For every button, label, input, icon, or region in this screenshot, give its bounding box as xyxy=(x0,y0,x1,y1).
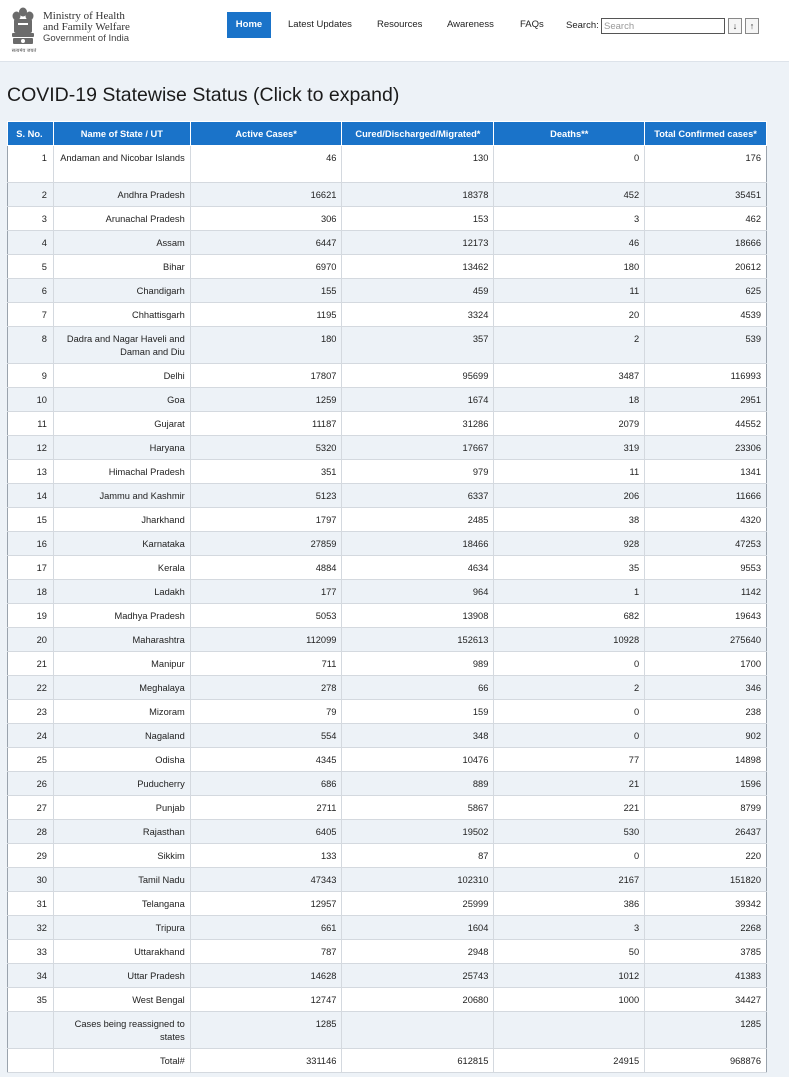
cell-deaths: 2 xyxy=(494,327,645,364)
cell-state: Bihar xyxy=(53,255,190,279)
nav-latest-updates[interactable]: Latest Updates xyxy=(288,19,352,30)
cell-cured: 130 xyxy=(342,146,494,183)
cell-state: Kerala xyxy=(53,556,190,580)
cell-cured: 889 xyxy=(342,772,494,796)
cell-total: 1341 xyxy=(645,460,767,484)
table-row[interactable] xyxy=(8,772,767,796)
cell-sno: 2 xyxy=(8,183,54,207)
cell-total: 968876 xyxy=(645,1049,767,1073)
cell-sno xyxy=(8,1012,54,1049)
cell-total: 18666 xyxy=(645,231,767,255)
cell-cured: 1674 xyxy=(342,388,494,412)
table-row[interactable] xyxy=(8,231,767,255)
cell-state: Tamil Nadu xyxy=(53,868,190,892)
cell-active: 331146 xyxy=(190,1049,342,1073)
cell-sno: 14 xyxy=(8,484,54,508)
table-row[interactable] xyxy=(8,748,767,772)
table-row[interactable] xyxy=(8,940,767,964)
column-header-deaths[interactable]: Deaths** xyxy=(494,122,645,146)
cell-deaths: 206 xyxy=(494,484,645,508)
cell-deaths: 530 xyxy=(494,820,645,844)
cell-active: 5123 xyxy=(190,484,342,508)
cell-active: 133 xyxy=(190,844,342,868)
cell-state: Assam xyxy=(53,231,190,255)
cell-sno: 10 xyxy=(8,388,54,412)
cell-active: 14628 xyxy=(190,964,342,988)
cell-state: Madhya Pradesh xyxy=(53,604,190,628)
cell-sno: 23 xyxy=(8,700,54,724)
cell-cured: 964 xyxy=(342,580,494,604)
ministry-line-2: and Family Welfare xyxy=(43,21,130,33)
cell-cured: 31286 xyxy=(342,412,494,436)
table-row[interactable] xyxy=(8,580,767,604)
cell-total: 19643 xyxy=(645,604,767,628)
table-row[interactable] xyxy=(8,508,767,532)
cell-total: 34427 xyxy=(645,988,767,1012)
cell-total: 625 xyxy=(645,279,767,303)
cell-total: 39342 xyxy=(645,892,767,916)
cell-active: 5053 xyxy=(190,604,342,628)
table-row[interactable] xyxy=(8,1049,767,1073)
cell-total: 238 xyxy=(645,700,767,724)
cell-active: 177 xyxy=(190,580,342,604)
cell-sno: 24 xyxy=(8,724,54,748)
cell-sno: 29 xyxy=(8,844,54,868)
table-row[interactable] xyxy=(8,327,767,364)
cell-sno: 6 xyxy=(8,279,54,303)
cell-sno: 22 xyxy=(8,676,54,700)
cell-cured: 25999 xyxy=(342,892,494,916)
cell-state: Karnataka xyxy=(53,532,190,556)
column-header-active[interactable]: Active Cases* xyxy=(190,122,342,146)
cell-cured: 6337 xyxy=(342,484,494,508)
cell-deaths: 0 xyxy=(494,146,645,183)
cell-active: 6405 xyxy=(190,820,342,844)
cell-active: 12957 xyxy=(190,892,342,916)
cell-total: 9553 xyxy=(645,556,767,580)
search-prev-button[interactable]: ↑ xyxy=(745,18,759,34)
cell-total: 44552 xyxy=(645,412,767,436)
cell-state: Jharkhand xyxy=(53,508,190,532)
table-row[interactable] xyxy=(8,460,767,484)
cell-state: West Bengal xyxy=(53,988,190,1012)
cell-sno: 27 xyxy=(8,796,54,820)
cell-active: 17807 xyxy=(190,364,342,388)
cell-active: 47343 xyxy=(190,868,342,892)
cell-deaths: 180 xyxy=(494,255,645,279)
nav-home[interactable]: Home xyxy=(227,12,271,38)
nav-faqs[interactable]: FAQs xyxy=(520,19,544,30)
cell-cured: 13908 xyxy=(342,604,494,628)
cell-total: 20612 xyxy=(645,255,767,279)
cell-total: 23306 xyxy=(645,436,767,460)
cell-cured: 95699 xyxy=(342,364,494,388)
cell-total: 41383 xyxy=(645,964,767,988)
emblem-caption: सत्यमेव जयते xyxy=(11,48,37,54)
table-row[interactable] xyxy=(8,436,767,460)
cell-cured: 12173 xyxy=(342,231,494,255)
search-input[interactable] xyxy=(601,18,725,34)
cell-total: 11666 xyxy=(645,484,767,508)
cell-state: Total# xyxy=(53,1049,190,1073)
table-row[interactable] xyxy=(8,724,767,748)
cell-deaths: 1012 xyxy=(494,964,645,988)
cell-deaths: 0 xyxy=(494,700,645,724)
cell-sno: 11 xyxy=(8,412,54,436)
cell-cured: 4634 xyxy=(342,556,494,580)
cell-total: 2951 xyxy=(645,388,767,412)
cell-deaths: 928 xyxy=(494,532,645,556)
cell-active: 278 xyxy=(190,676,342,700)
cell-cured: 87 xyxy=(342,844,494,868)
cell-total: 1700 xyxy=(645,652,767,676)
cell-sno: 21 xyxy=(8,652,54,676)
cell-cured: 152613 xyxy=(342,628,494,652)
cell-state: Ladakh xyxy=(53,580,190,604)
cell-total: 462 xyxy=(645,207,767,231)
cell-active: 787 xyxy=(190,940,342,964)
cell-total: 539 xyxy=(645,327,767,364)
cell-total: 176 xyxy=(645,146,767,183)
table-row[interactable] xyxy=(8,388,767,412)
cell-deaths: 20 xyxy=(494,303,645,327)
cell-sno: 15 xyxy=(8,508,54,532)
cell-total: 2268 xyxy=(645,916,767,940)
cell-active: 4884 xyxy=(190,556,342,580)
table-row[interactable] xyxy=(8,303,767,327)
cell-sno: 1 xyxy=(8,146,54,183)
cell-deaths: 2 xyxy=(494,676,645,700)
cell-deaths: 11 xyxy=(494,460,645,484)
cell-state: Odisha xyxy=(53,748,190,772)
cell-cured: 2948 xyxy=(342,940,494,964)
table-row[interactable] xyxy=(8,484,767,508)
column-header-total[interactable]: Total Confirmed cases* xyxy=(645,122,767,146)
cell-cured: 1604 xyxy=(342,916,494,940)
cell-sno: 34 xyxy=(8,964,54,988)
cell-sno: 28 xyxy=(8,820,54,844)
cell-cured: 102310 xyxy=(342,868,494,892)
table-row[interactable] xyxy=(8,532,767,556)
cell-deaths: 319 xyxy=(494,436,645,460)
cell-active: 11187 xyxy=(190,412,342,436)
ministry-line-1: Ministry of Health xyxy=(43,10,125,22)
cell-total: 1596 xyxy=(645,772,767,796)
cell-active: 79 xyxy=(190,700,342,724)
cell-state: Gujarat xyxy=(53,412,190,436)
cell-deaths: 3487 xyxy=(494,364,645,388)
cell-total: 4320 xyxy=(645,508,767,532)
cell-state: Haryana xyxy=(53,436,190,460)
cell-total: 275640 xyxy=(645,628,767,652)
table-row[interactable] xyxy=(8,364,767,388)
cell-cured: 66 xyxy=(342,676,494,700)
cell-active: 306 xyxy=(190,207,342,231)
table-row[interactable] xyxy=(8,796,767,820)
table-row[interactable] xyxy=(8,1012,767,1049)
cell-cured: 989 xyxy=(342,652,494,676)
nav-resources[interactable]: Resources xyxy=(377,19,423,30)
cell-deaths: 386 xyxy=(494,892,645,916)
cell-state: Dadra and Nagar Haveli and Daman and Diu xyxy=(53,327,190,364)
cell-active: 27859 xyxy=(190,532,342,556)
cell-cured: 5867 xyxy=(342,796,494,820)
cell-deaths: 682 xyxy=(494,604,645,628)
column-header-state[interactable]: Name of State / UT xyxy=(53,122,190,146)
cell-cured: 3324 xyxy=(342,303,494,327)
column-header-sno[interactable]: S. No. xyxy=(8,122,54,146)
cell-deaths: 10928 xyxy=(494,628,645,652)
cell-sno: 35 xyxy=(8,988,54,1012)
cell-active: 180 xyxy=(190,327,342,364)
cell-total: 346 xyxy=(645,676,767,700)
table-row[interactable] xyxy=(8,988,767,1012)
cell-total: 35451 xyxy=(645,183,767,207)
cell-total: 116993 xyxy=(645,364,767,388)
cell-cured: 459 xyxy=(342,279,494,303)
cell-cured: 979 xyxy=(342,460,494,484)
cell-sno: 25 xyxy=(8,748,54,772)
table-row[interactable] xyxy=(8,183,767,207)
table-row[interactable] xyxy=(8,146,767,183)
cell-sno: 17 xyxy=(8,556,54,580)
cell-active: 46 xyxy=(190,146,342,183)
table-row[interactable] xyxy=(8,700,767,724)
cell-cured: 13462 xyxy=(342,255,494,279)
cell-sno: 26 xyxy=(8,772,54,796)
cell-state: Jammu and Kashmir xyxy=(53,484,190,508)
cell-sno xyxy=(8,1049,54,1073)
table-row[interactable] xyxy=(8,628,767,652)
cell-deaths: 2079 xyxy=(494,412,645,436)
cell-sno: 7 xyxy=(8,303,54,327)
cell-active: 351 xyxy=(190,460,342,484)
cell-state: Maharashtra xyxy=(53,628,190,652)
cell-sno: 18 xyxy=(8,580,54,604)
cell-total: 1142 xyxy=(645,580,767,604)
table-header-row xyxy=(8,122,767,146)
cell-deaths: 0 xyxy=(494,844,645,868)
cell-state: Andhra Pradesh xyxy=(53,183,190,207)
cell-cured: 153 xyxy=(342,207,494,231)
cell-deaths: 11 xyxy=(494,279,645,303)
table-row[interactable] xyxy=(8,604,767,628)
table-row[interactable] xyxy=(8,255,767,279)
cell-active: 6970 xyxy=(190,255,342,279)
cell-sno: 8 xyxy=(8,327,54,364)
cell-total: 151820 xyxy=(645,868,767,892)
search-label: Search: xyxy=(566,20,599,31)
cell-cured: 19502 xyxy=(342,820,494,844)
table-row[interactable] xyxy=(8,652,767,676)
cell-state: Chhattisgarh xyxy=(53,303,190,327)
cell-deaths: 46 xyxy=(494,231,645,255)
cell-state: Uttar Pradesh xyxy=(53,964,190,988)
cell-total: 8799 xyxy=(645,796,767,820)
cell-active: 12747 xyxy=(190,988,342,1012)
cell-deaths: 3 xyxy=(494,207,645,231)
cell-deaths: 18 xyxy=(494,388,645,412)
cell-state: Rajasthan xyxy=(53,820,190,844)
cell-state: Cases being reassigned to states xyxy=(53,1012,190,1049)
cell-total: 4539 xyxy=(645,303,767,327)
cell-state: Manipur xyxy=(53,652,190,676)
cell-state: Mizoram xyxy=(53,700,190,724)
table-row[interactable] xyxy=(8,676,767,700)
cell-sno: 13 xyxy=(8,460,54,484)
cell-active: 554 xyxy=(190,724,342,748)
cell-active: 661 xyxy=(190,916,342,940)
cell-active: 711 xyxy=(190,652,342,676)
cell-total: 26437 xyxy=(645,820,767,844)
statewise-status-table xyxy=(7,121,767,1073)
cell-sno: 33 xyxy=(8,940,54,964)
cell-deaths: 221 xyxy=(494,796,645,820)
cell-active: 1259 xyxy=(190,388,342,412)
cell-sno: 5 xyxy=(8,255,54,279)
cell-cured: 159 xyxy=(342,700,494,724)
cell-active: 1797 xyxy=(190,508,342,532)
table-row[interactable] xyxy=(8,964,767,988)
cell-deaths: 3 xyxy=(494,916,645,940)
cell-active: 1285 xyxy=(190,1012,342,1049)
cell-active: 4345 xyxy=(190,748,342,772)
cell-active: 16621 xyxy=(190,183,342,207)
cell-active: 6447 xyxy=(190,231,342,255)
cell-state: Andaman and Nicobar Islands xyxy=(53,146,190,183)
cell-state: Punjab xyxy=(53,796,190,820)
cell-sno: 3 xyxy=(8,207,54,231)
cell-state: Goa xyxy=(53,388,190,412)
cell-active: 2711 xyxy=(190,796,342,820)
cell-state: Chandigarh xyxy=(53,279,190,303)
cell-deaths: 38 xyxy=(494,508,645,532)
search-next-button[interactable]: ↓ xyxy=(728,18,742,34)
ministry-logo-text[interactable] xyxy=(43,11,130,44)
cell-state: Arunachal Pradesh xyxy=(53,207,190,231)
cell-sno: 4 xyxy=(8,231,54,255)
cell-cured: 2485 xyxy=(342,508,494,532)
cell-deaths: 24915 xyxy=(494,1049,645,1073)
cell-state: Sikkim xyxy=(53,844,190,868)
cell-cured: 20680 xyxy=(342,988,494,1012)
cell-active: 155 xyxy=(190,279,342,303)
table-row[interactable] xyxy=(8,279,767,303)
page-title[interactable]: COVID-19 Statewise Status (Click to expand) xyxy=(7,84,400,106)
column-header-cured[interactable]: Cured/Discharged/Migrated* xyxy=(342,122,494,146)
site-header xyxy=(0,0,789,62)
cell-state: Delhi xyxy=(53,364,190,388)
cell-sno: 9 xyxy=(8,364,54,388)
cell-sno: 19 xyxy=(8,604,54,628)
cell-state: Himachal Pradesh xyxy=(53,460,190,484)
cell-sno: 20 xyxy=(8,628,54,652)
cell-cured: 10476 xyxy=(342,748,494,772)
cell-cured xyxy=(342,1012,494,1049)
cell-total: 220 xyxy=(645,844,767,868)
cell-deaths xyxy=(494,1012,645,1049)
table-row[interactable] xyxy=(8,844,767,868)
cell-cured: 17667 xyxy=(342,436,494,460)
cell-sno: 30 xyxy=(8,868,54,892)
cell-deaths: 1000 xyxy=(494,988,645,1012)
cell-total: 14898 xyxy=(645,748,767,772)
table-row[interactable] xyxy=(8,556,767,580)
cell-state: Puducherry xyxy=(53,772,190,796)
cell-state: Uttarakhand xyxy=(53,940,190,964)
cell-deaths: 452 xyxy=(494,183,645,207)
cell-deaths: 0 xyxy=(494,652,645,676)
cell-cured: 25743 xyxy=(342,964,494,988)
cell-deaths: 2167 xyxy=(494,868,645,892)
cell-deaths: 1 xyxy=(494,580,645,604)
cell-deaths: 77 xyxy=(494,748,645,772)
cell-cured: 612815 xyxy=(342,1049,494,1073)
cell-active: 1195 xyxy=(190,303,342,327)
cell-active: 686 xyxy=(190,772,342,796)
cell-state: Telangana xyxy=(53,892,190,916)
cell-total: 47253 xyxy=(645,532,767,556)
cell-cured: 357 xyxy=(342,327,494,364)
cell-deaths: 21 xyxy=(494,772,645,796)
cell-cured: 348 xyxy=(342,724,494,748)
cell-sno: 31 xyxy=(8,892,54,916)
cell-total: 3785 xyxy=(645,940,767,964)
cell-active: 112099 xyxy=(190,628,342,652)
ministry-line-3: Government of India xyxy=(43,33,130,44)
cell-sno: 32 xyxy=(8,916,54,940)
cell-deaths: 0 xyxy=(494,724,645,748)
cell-state: Tripura xyxy=(53,916,190,940)
cell-state: Nagaland xyxy=(53,724,190,748)
cell-total: 902 xyxy=(645,724,767,748)
cell-active: 5320 xyxy=(190,436,342,460)
table-row[interactable] xyxy=(8,207,767,231)
cell-cured: 18378 xyxy=(342,183,494,207)
cell-total: 1285 xyxy=(645,1012,767,1049)
cell-deaths: 50 xyxy=(494,940,645,964)
table-row[interactable] xyxy=(8,892,767,916)
nav-awareness[interactable]: Awareness xyxy=(447,19,494,30)
cell-sno: 12 xyxy=(8,436,54,460)
table-row[interactable] xyxy=(8,868,767,892)
cell-deaths: 35 xyxy=(494,556,645,580)
table-row[interactable] xyxy=(8,820,767,844)
cell-state: Meghalaya xyxy=(53,676,190,700)
cell-sno: 16 xyxy=(8,532,54,556)
cell-cured: 18466 xyxy=(342,532,494,556)
table-row[interactable] xyxy=(8,412,767,436)
table-row[interactable] xyxy=(8,916,767,940)
